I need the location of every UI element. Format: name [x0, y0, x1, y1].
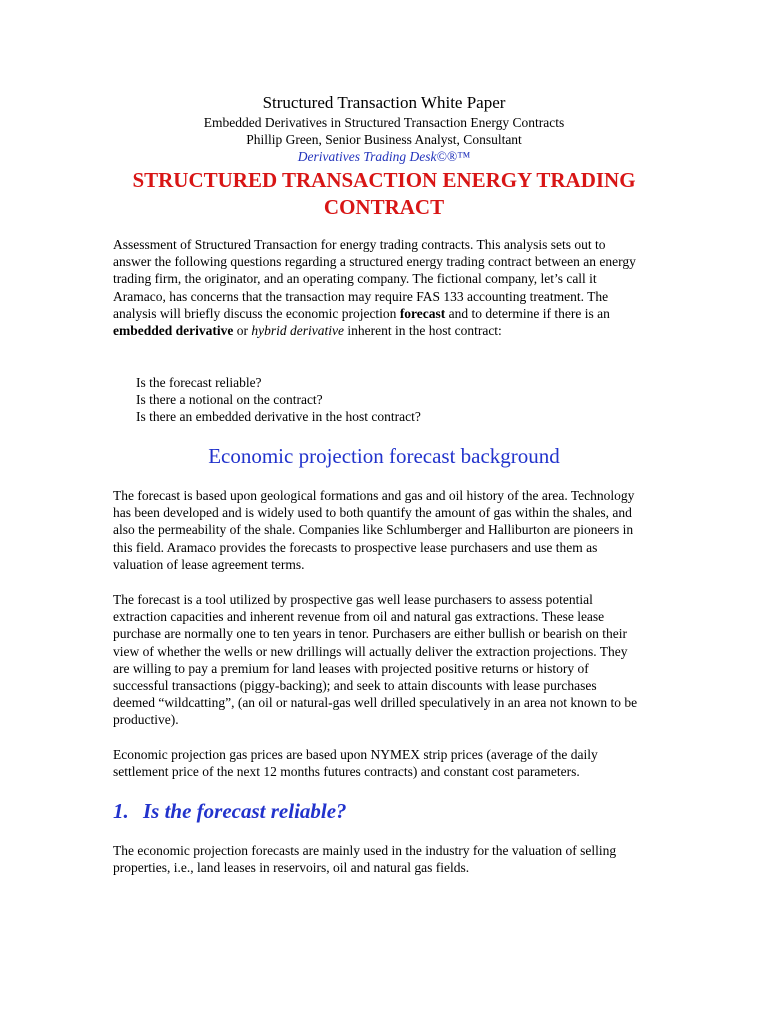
- intro-text-3: or: [233, 323, 252, 339]
- brand-line: Derivatives Trading Desk©®™: [297, 149, 471, 164]
- intro-text-4: inherent in the host contract:: [343, 323, 502, 339]
- question-list: [136, 374, 421, 426]
- numbered-heading: [113, 797, 347, 825]
- question-item: Is there a notional on the contract?: [136, 392, 323, 408]
- closing-paragraph: The economic projection forecasts are mainly used in the industry for the valuation of selling properties, i.e., land leases in reservoirs, oil and natural gas fields.: [113, 843, 617, 876]
- heading-number: 1.: [113, 799, 129, 823]
- author-line: Phillip Green, Senior Business Analyst, Consultant: [246, 132, 522, 147]
- body-paragraph: Economic projection gas prices are based upon NYMEX strip prices (average of the daily settlement price of the next 12 months futures contracts) and constant cost parameters.: [113, 747, 598, 780]
- intro-bold-forecast: forecast: [399, 305, 446, 321]
- question-item: Is the forecast reliable?: [136, 375, 262, 390]
- document-title: Structured Transaction White Paper: [262, 93, 506, 112]
- section-heading: Economic projection forecast background: [208, 444, 560, 468]
- main-title: STRUCTURED TRANSACTION ENERGY TRADING CONTRACT: [132, 168, 636, 219]
- body-paragraph: The forecast is based upon geological formations and gas and oil history of the area. Technology has been developed and is widely used to both quantify the amount of gas within the shales, and also the permeability of the shale. Companies like Schlumberger and Halliburton are pioneers in this field. Aramaco provides the forecasts to prospective lease purchasers and use them as valuation of lease agreement terms.: [113, 488, 635, 572]
- document-subtitle: Embedded Derivatives in Structured Transaction Energy Contracts: [203, 115, 565, 130]
- intro-text-2: and to determine if there is an: [445, 305, 610, 321]
- intro-bold-embedded-derivative: embedded derivative: [113, 323, 234, 339]
- intro-text-1: Assessment of Structured Transaction for energy trading contracts. This analysis sets out to answer the following questions regarding a structured energy trading contract between an energy trading firm, the originator, and an operating company. The fictional company, let’s call it Aramaco, has concerns that the transaction may require FAS 133 accounting treatment. The analysis will briefly discuss the economic projection: [113, 237, 636, 321]
- body-paragraph: The forecast is a tool utilized by prospective gas well lease purchasers to assess potential extraction capacities and inherent revenue from oil and natural gas extractions. These lease purchase are normally one to ten years in tenor. Purchasers are either bullish or bearish on their view of whether the wells or new drillings will actually deliver the extraction projections. They are willing to pay a premium for land leases with projected positive returns or history of successful transactions (piggy-backing); and seek to attain discounts with lease purchases deemed “wildcatting”, (an oil or natural-gas well drilled speculatively in an area not known to be productive).: [113, 592, 638, 728]
- question-item: Is there an embedded derivative in the host contract?: [136, 409, 421, 425]
- intro-italic-hybrid-derivative: hybrid derivative: [251, 323, 344, 339]
- heading-text: Is the forecast reliable?: [143, 799, 347, 823]
- intro-paragraph: [113, 236, 641, 339]
